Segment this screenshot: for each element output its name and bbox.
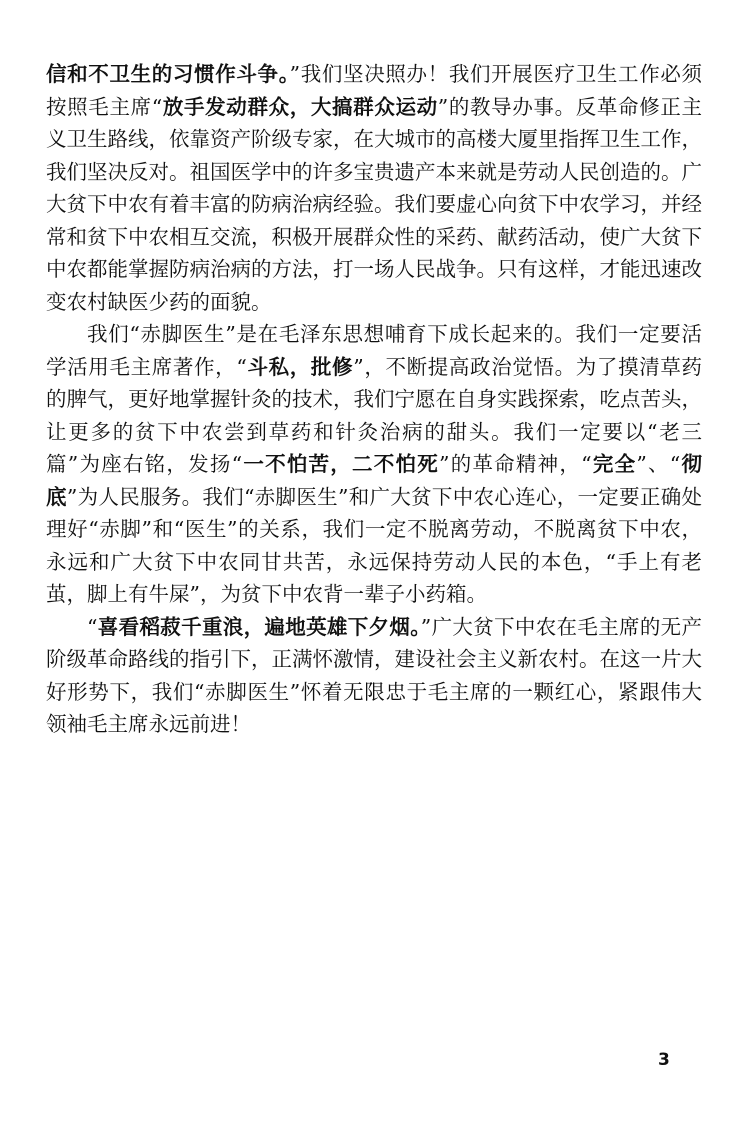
text-segment: “ [87,614,98,639]
text-segment: ”的教导办事。反革命修正主义卫生路线，依靠资产阶级专家，在大城市的高楼大厦里指挥卫生工作，我们坚决反对。祖国医学中的许多宝贵遗产本来就是劳动人民创造的。广大贫下中农有着丰富的防病治病经验。我们要虚心向贫下中农学习，并经常和贫下中农相互交流，积极开展群众性的采药、献药活动，使广大贫下中农都能掌握防病治病的方法，打一场人民战争。只有这样，才能迅速改变农村缺医少药的面貌。 [46,94,702,314]
body-text [46,58,702,741]
quote-segment: 彻底 [46,452,703,509]
text-segment: ”为人民服务。我们“赤脚医生”和广大贫下中农心连心，一定要正确处理好“赤脚”和“医生”的关系，我们一定不脱离劳动，不脱离贫下中农，永远和广大贫下中农同甘共苦，永远保持劳动人民的本色，“手上有老茧，脚上有牛屎”，为贫下中农背一辈子小药箱。 [46,484,702,606]
paragraph-3 [46,611,702,741]
text-segment: ”我们坚决照办！我们开展医疗卫生工作必须按照毛主席“ [46,62,703,119]
paragraph-2 [46,318,702,611]
quote-segment: 放手发动群众，大搞群众运动 [162,94,438,119]
text-segment: ”，不断提高政治觉悟。为了摸清草药的脾气，更好地掌握针灸的技术，我们宁愿在自身实践探索，吃点苦头，让更多的贫下中农尝到草药和针灸治病的甜头。我们一定要以“老三篇”为座右铭，发扬“ [46,354,703,476]
quote-segment: 信和不卫生的习惯作斗争。 [46,62,290,86]
text-segment: ”广大贫下中农在毛主席的无产阶级革命路线的指引下，正满怀激情，建设社会主义新农村。在这一片大好形势下，我们“赤脚医生”怀着无限忠于毛主席的一颗红心，紧跟伟大领袖毛主席永远前进！ [46,614,702,736]
text-segment: ”、“ [636,452,681,476]
text-segment: ”的革命精神，“ [438,452,592,476]
quote-segment: 斗私，批修 [246,354,354,379]
quote-segment: 完全 [591,452,637,476]
text-segment: 我们“赤脚医生”是在毛泽东思想哺育下成长起来的。我们一定要活学活用毛主席著作，“ [46,322,702,379]
page-number: 3 [658,1050,670,1070]
paragraph-1 [46,58,702,318]
quote-segment: 喜看稻菽千重浪，遍地英雄下夕烟。 [97,614,421,639]
quote-segment: 一不怕苦，二不怕死 [242,452,439,476]
